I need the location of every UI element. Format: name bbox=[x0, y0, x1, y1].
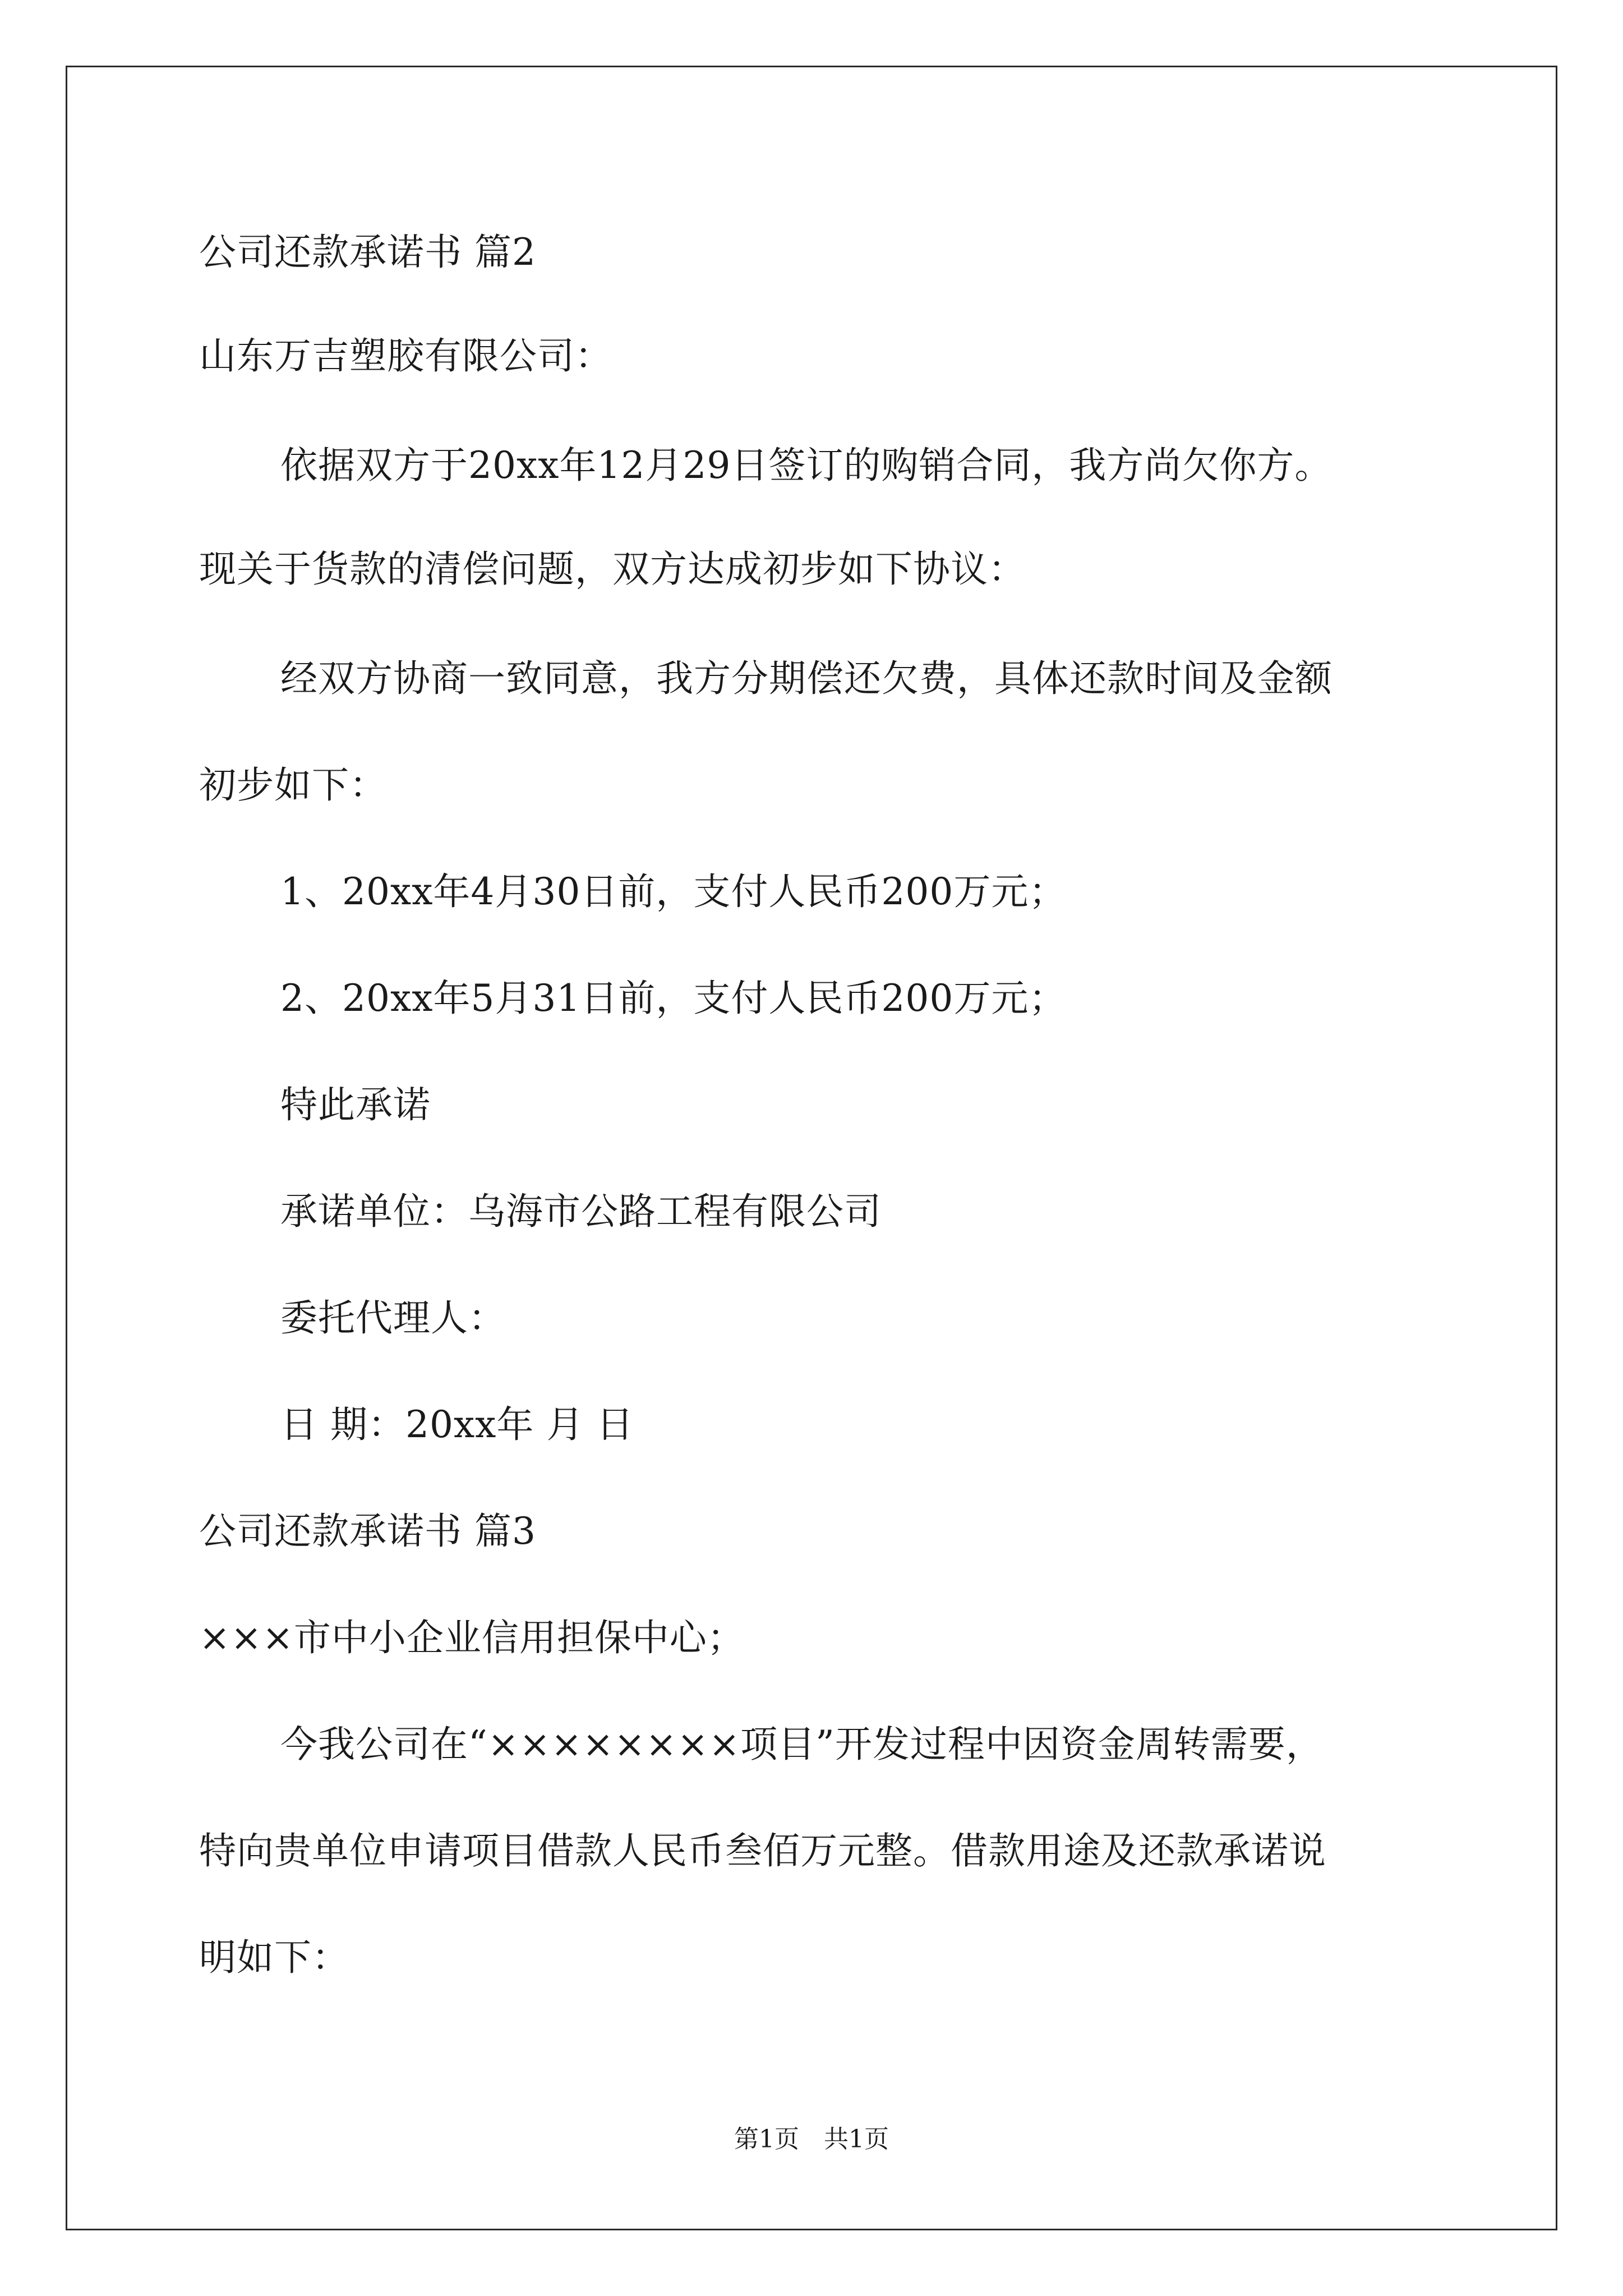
paragraph-line: 明如下： bbox=[199, 1936, 349, 1979]
list-item: 1、20xx年4月30日前，支付人民币200万元； bbox=[280, 870, 1067, 913]
addressee: ×××市中小企业信用担保中心； bbox=[199, 1616, 745, 1659]
signing-unit: 承诺单位：乌海市公路工程有限公司 bbox=[280, 1190, 882, 1233]
paragraph-line: 经双方协商一致同意，我方分期偿还欠费，具体还款时间及金额 bbox=[280, 657, 1332, 700]
section-heading-2: 公司还款承诺书 篇2 bbox=[199, 231, 536, 274]
agent-line: 委托代理人： bbox=[280, 1296, 506, 1340]
page-footer: 第1页 共1页 bbox=[734, 2125, 889, 2154]
paragraph-line: 现关于货款的清偿问题，双方达成初步如下协议： bbox=[199, 547, 1026, 591]
section-heading-3: 公司还款承诺书 篇3 bbox=[199, 1510, 536, 1553]
addressee: 山东万吉塑胶有限公司： bbox=[199, 334, 612, 378]
paragraph-line: 特向贵单位申请项目借款人民币叁佰万元整。借款用途及还款承诺说 bbox=[199, 1829, 1326, 1872]
closing-line: 特此承诺 bbox=[280, 1083, 431, 1126]
list-item: 2、20xx年5月31日前，支付人民币200万元； bbox=[280, 977, 1067, 1020]
paragraph-line: 依据双方于20xx年12月29日签订的购销合同，我方尚欠你方。 bbox=[280, 444, 1332, 487]
page-border bbox=[66, 66, 1557, 2230]
paragraph-line: 初步如下： bbox=[199, 763, 387, 807]
paragraph-line: 今我公司在“××××××××项目”开发过程中因资金周转需要， bbox=[280, 1723, 1324, 1766]
date-line: 日 期：20xx年 月 日 bbox=[280, 1403, 634, 1446]
